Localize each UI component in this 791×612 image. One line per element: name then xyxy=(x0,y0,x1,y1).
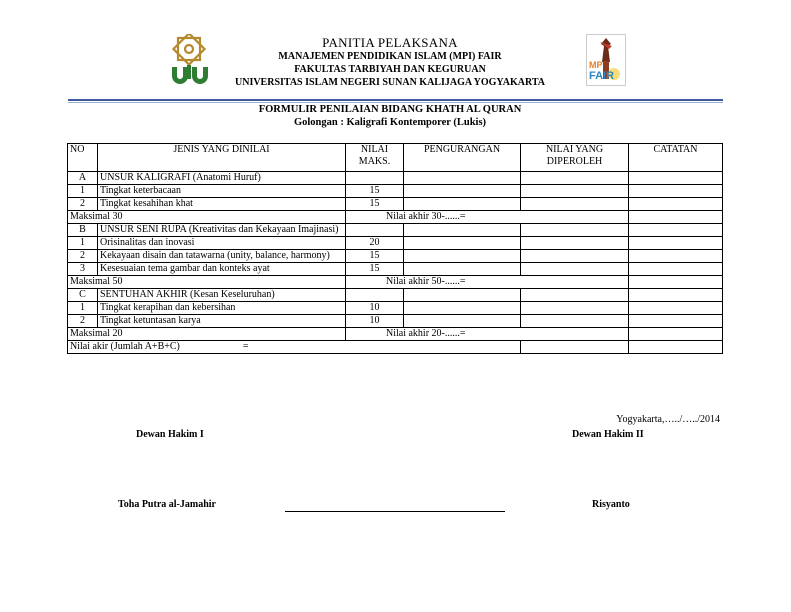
header-line-3: UNIVERSITAS ISLAM NEGERI SUNAN KALIJAGA YOGYAKARTA xyxy=(235,77,545,88)
table-row xyxy=(68,185,723,198)
item-max: 15 xyxy=(346,250,404,263)
header-nilai-maks: NILAI MAKS. xyxy=(346,144,404,172)
item-no: 1 xyxy=(68,302,98,315)
header-line-2: FAKULTAS TARBIYAH DAN KEGURUAN xyxy=(294,64,486,75)
pengurangan-cell[interactable] xyxy=(404,185,521,198)
total-label: Nilai akir (Jumlah A+B+C) xyxy=(70,341,180,352)
item-no: 2 xyxy=(68,250,98,263)
item-name: Tingkat kesahihan khat xyxy=(98,198,346,211)
section-row xyxy=(68,172,723,185)
catatan-cell[interactable] xyxy=(629,185,723,198)
assessment-table xyxy=(67,143,723,354)
nilai-cell[interactable] xyxy=(521,185,629,198)
judge-1-name: Toha Putra al-Jamahir xyxy=(118,499,216,510)
catatan-cell[interactable] xyxy=(629,198,723,211)
total-value-cell[interactable] xyxy=(521,341,629,354)
committee-title: PANITIA PELAKSANA xyxy=(322,35,458,50)
catatan-cell[interactable] xyxy=(629,211,723,224)
form-subtitle: Golongan : Kaligrafi Kontemporer (Lukis) xyxy=(293,117,487,128)
max-label: Maksimal 20 xyxy=(68,328,346,341)
item-max: 10 xyxy=(346,315,404,328)
place-date: Yogyakarta,…../…../2014 xyxy=(616,414,720,425)
max-label: Maksimal 50 xyxy=(68,276,346,289)
judge-1-title: Dewan Hakim I xyxy=(136,429,204,440)
nilai-cell[interactable] xyxy=(521,315,629,328)
section-title: SENTUHAN AKHIR (Kesan Keseluruhan) xyxy=(98,289,346,302)
form-title: FORMULIR PENILAIAN BIDANG KHATH AL QURAN xyxy=(258,104,522,115)
catatan-cell[interactable] xyxy=(629,237,723,250)
mpi-fair-logo-fair: FAIR xyxy=(589,70,615,82)
header-jenis: JENIS YANG DINILAI xyxy=(98,144,346,172)
header-nilai-diperoleh: NILAI YANG DIPEROLEH xyxy=(521,144,629,172)
max-label: Maksimal 30 xyxy=(68,211,346,224)
catatan-cell[interactable] xyxy=(629,328,723,341)
header-no: NO xyxy=(68,144,98,172)
subtotal-row xyxy=(68,328,723,341)
pengurangan-cell[interactable] xyxy=(404,237,521,250)
catatan-cell[interactable] xyxy=(629,302,723,315)
catatan-cell[interactable] xyxy=(629,250,723,263)
pengurangan-cell[interactable] xyxy=(404,198,521,211)
item-name: Tingkat ketuntasan karya xyxy=(98,315,346,328)
item-name: Tingkat kerapihan dan kebersihan xyxy=(98,302,346,315)
table-row xyxy=(68,302,723,315)
mpi-fair-logo-mp: MP xyxy=(589,60,603,70)
catatan-cell[interactable] xyxy=(629,341,723,354)
item-max: 10 xyxy=(346,302,404,315)
catatan-cell[interactable] xyxy=(629,263,723,276)
table-row xyxy=(68,263,723,276)
item-no: 2 xyxy=(68,315,98,328)
header-rule-thin xyxy=(68,102,723,103)
pengurangan-cell[interactable] xyxy=(404,315,521,328)
catatan-cell[interactable] xyxy=(629,276,723,289)
nilai-cell[interactable] xyxy=(521,302,629,315)
table-row xyxy=(68,198,723,211)
section-code: C xyxy=(68,289,98,302)
item-name: Kekayaan disain dan tatawarna (unity, balance, harmony) xyxy=(98,250,346,263)
total-row xyxy=(68,341,723,354)
section-row xyxy=(68,224,723,237)
item-name: Orisinalitas dan inovasi xyxy=(98,237,346,250)
final-label: Nilai akhir 50-......= xyxy=(346,276,629,289)
section-title: UNSUR KALIGRAFI (Anatomi Huruf) xyxy=(98,172,346,185)
nilai-cell[interactable] xyxy=(521,263,629,276)
subtotal-row xyxy=(68,211,723,224)
item-no: 1 xyxy=(68,237,98,250)
total-eq: = xyxy=(242,341,249,352)
item-no: 2 xyxy=(68,198,98,211)
section-row xyxy=(68,289,723,302)
header-pengurangan: PENGURANGAN xyxy=(404,144,521,172)
section-code: B xyxy=(68,224,98,237)
item-max: 20 xyxy=(346,237,404,250)
item-max: 15 xyxy=(346,185,404,198)
signature-line xyxy=(285,511,505,512)
table-row xyxy=(68,250,723,263)
subtotal-row xyxy=(68,276,723,289)
section-code: A xyxy=(68,172,98,185)
header-rule xyxy=(68,99,723,101)
header-line-1: MANAJEMEN PENDIDIKAN ISLAM (MPI) FAIR xyxy=(278,51,502,62)
nilai-cell[interactable] xyxy=(521,198,629,211)
item-max: 15 xyxy=(346,263,404,276)
pengurangan-cell[interactable] xyxy=(404,263,521,276)
table-header-row xyxy=(68,144,723,172)
item-no: 1 xyxy=(68,185,98,198)
item-max: 15 xyxy=(346,198,404,211)
pengurangan-cell[interactable] xyxy=(404,250,521,263)
catatan-cell[interactable] xyxy=(629,315,723,328)
item-name: Kesesuaian tema gambar dan konteks ayat xyxy=(98,263,346,276)
final-label: Nilai akhir 20-......= xyxy=(346,328,629,341)
nilai-cell[interactable] xyxy=(521,237,629,250)
judge-2-title: Dewan Hakim II xyxy=(572,429,644,440)
final-label: Nilai akhir 30-......= xyxy=(346,211,629,224)
table-row xyxy=(68,315,723,328)
nilai-cell[interactable] xyxy=(521,250,629,263)
item-name: Tingkat keterbacaan xyxy=(98,185,346,198)
pengurangan-cell[interactable] xyxy=(404,302,521,315)
judge-2-name: Risyanto xyxy=(592,499,630,510)
item-no: 3 xyxy=(68,263,98,276)
total-cell xyxy=(68,341,521,354)
header-catatan: CATATAN xyxy=(629,144,723,172)
section-title: UNSUR SENI RUPA (Kreativitas dan Kekayaan Imajinasi) xyxy=(98,224,346,237)
table-row xyxy=(68,237,723,250)
